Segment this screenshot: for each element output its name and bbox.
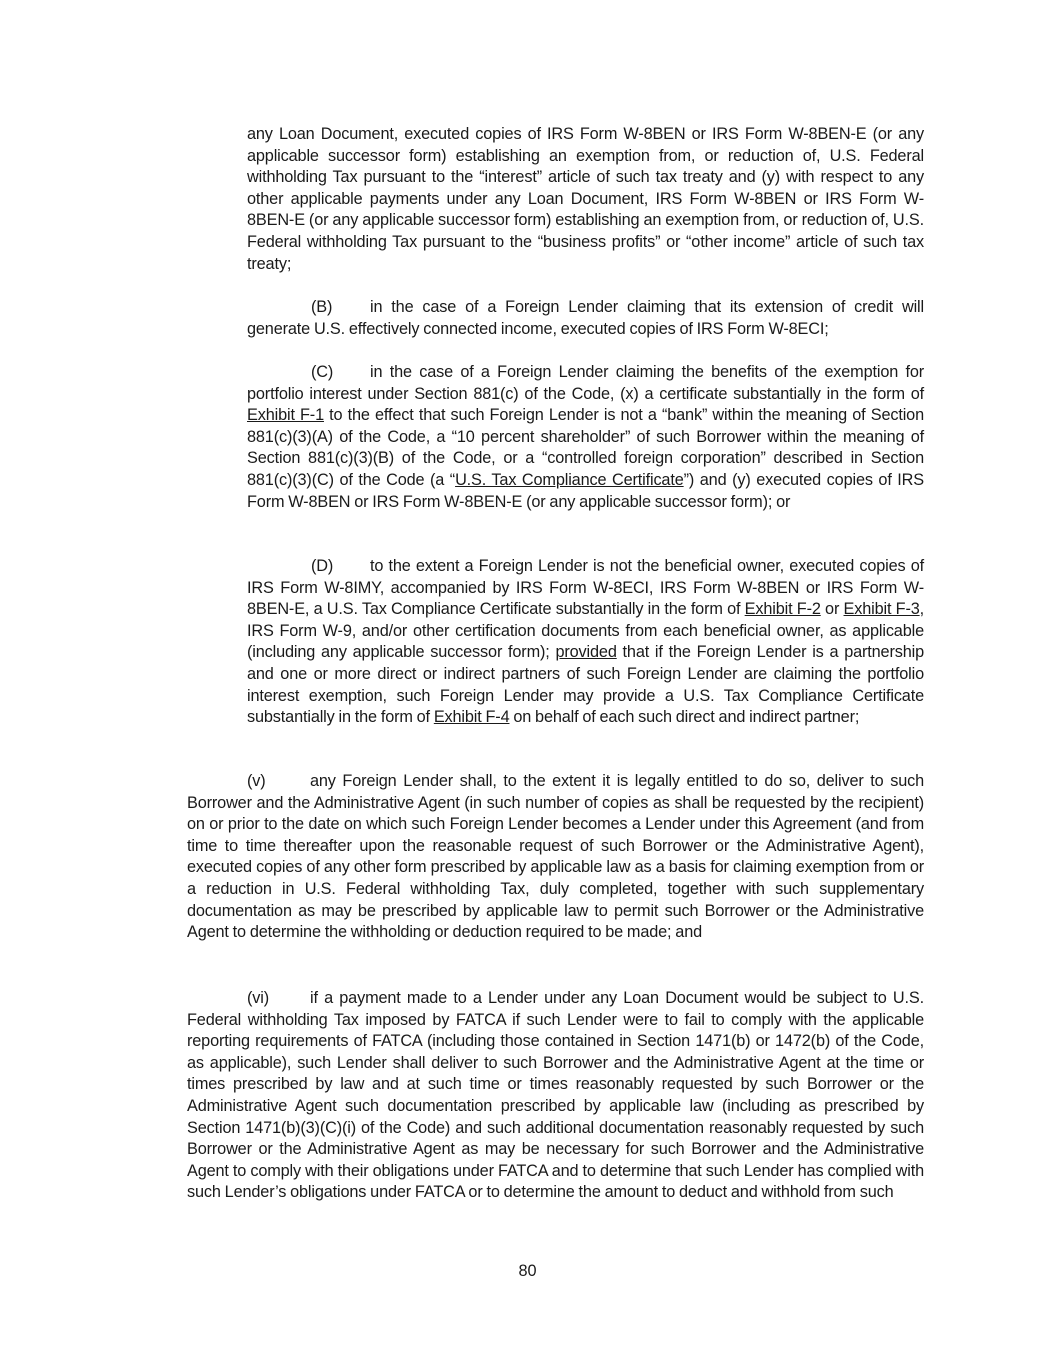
exhibit-f1-reference: Exhibit F-1 <box>247 406 324 425</box>
paragraph-text: any Loan Document, executed copies of IRS Form W-8BEN or IRS Form W-8BEN-E (or any applicable successor form) establishing an exemption from, or reduction of, U.S. Federal withholding Tax pursuant to the “interest” article of such tax treaty and (y) with respect to any other applicable payments under any Loan Document, IRS Form W-8BEN or IRS Form W-8BEN-E (or any applicable successor form) establishing an exemption from, or reduction of, U.S. Federal withholding Tax pursuant to the “business profits” or “other income” article of such tax treaty; <box>247 125 924 273</box>
paragraph-text: or <box>820 600 844 619</box>
paragraph-text: that if the Foreign Lender is a partnership and one or more direct or indirect partners of such Foreign Lender are claiming the portfolio interest exemption, such Foreign Lender may provide a U.S. Tax Compliance Certificate substantially in the form of <box>247 643 924 727</box>
paragraph-text: any Foreign Lender shall, to the extent it is legally entitled to do so, deliver to such Borrower and the Administrative Agent (in such number of copies as shall be requested by the recipient) on or prior to the date on which such Foreign Lender becomes a Lender under this Agreement (and from time to time thereafter upon the reasonable request of such Borrower or the Administrative Agent), executed copies of any other form prescribed by applicable law as a basis for claiming exemption from or a reduction in U.S. Federal withholding Tax, duly completed, together with such supplementary documentation as may be prescribed by applicable law to permit such Borrower or the Administrative Agent to determine the withholding or deduction required to be made; and <box>187 772 924 942</box>
exhibit-f2-reference: Exhibit F-2 <box>744 600 821 619</box>
paragraph-text: ”) and (y) executed copies of IRS Form W-8BEN or IRS Form W-8BEN-E (or any applicable successor form); or <box>247 470 925 511</box>
provided-term: provided <box>555 643 617 662</box>
paragraph-text: to the effect that such Foreign Lender is not a “bank” within the meaning of Section 881(c)(3)(A) of the Code, a “10 percent shareholder” of such Borrower within the meaning of Section 881(c)(3)(B) of the Code, or a “controlled foreign corporation” described in Section 881(c)(3)(C) of the Code (a “ <box>247 406 924 489</box>
paragraph-label: (v) <box>247 772 266 790</box>
paragraph-label: (vi) <box>247 989 270 1007</box>
paragraph-text: , IRS Form W-9, and/or other certification documents from each beneficial owner, as applicable (including any applicable successor form); <box>247 600 924 662</box>
paragraph-text: if a payment made to a Lender under any Loan Document would be subject to U.S. Federal withholding Tax imposed by FATCA if such Lender were to fail to comply with the applicable reporting requirements of FATCA (including those contained in Section 1471(b) or 1472(b) of the Code, as applicable), such Lender shall deliver to such Borrower and the Administrative Agent at the time or times prescribed by law and at such time or times reasonably requested by such Borrower or the Administrative Agent such documentation prescribed by applicable law (including as prescribed by Section 1471(b)(3)(C)(i) of the Code) and such additional documentation reasonably requested by such Borrower or the Administrative Agent as may be necessary for such Borrower and the Administrative Agent to comply with their obligations under FATCA and to determine that such Lender has complied with such Lender’s obligations under FATCA or to determine the amount to deduct and withhold from such <box>187 989 924 1202</box>
exhibit-f4-reference: Exhibit F-4 <box>433 708 510 727</box>
paragraph-b <box>247 297 924 340</box>
paragraph-continuation <box>247 124 924 275</box>
paragraph-label: (C) <box>311 363 334 381</box>
defined-term-us-tax-compliance-certificate: U.S. Tax Compliance Certificate <box>455 470 684 489</box>
page-number: 80 <box>518 1262 537 1280</box>
paragraph-v <box>187 771 924 944</box>
paragraph-label: (B) <box>311 298 333 316</box>
exhibit-f3-reference: Exhibit F-3 <box>843 600 920 619</box>
paragraph-text: in the case of a Foreign Lender claiming the benefits of the exemption for portfolio interest under Section 881(c) of the Code, (x) a certificate substantially in the form of <box>247 363 924 403</box>
paragraph-vi <box>187 988 924 1204</box>
paragraph-text: in the case of a Foreign Lender claiming that its extension of credit will generate U.S. effectively connected income, executed copies of IRS Form W-8ECI; <box>247 298 924 338</box>
paragraph-d <box>247 556 924 729</box>
paragraph-text: to the extent a Foreign Lender is not the beneficial owner, executed copies of IRS Form W-8IMY, accompanied by IRS Form W-8ECI, IRS Form W-8BEN or IRS Form W-8BEN-E, a U.S. Tax Compliance Certificate substantially in the form of <box>247 557 924 619</box>
paragraph-label: (D) <box>311 557 334 575</box>
paragraph-text: on behalf of each such direct and indirect partner; <box>509 708 860 727</box>
paragraph-c <box>247 362 924 513</box>
